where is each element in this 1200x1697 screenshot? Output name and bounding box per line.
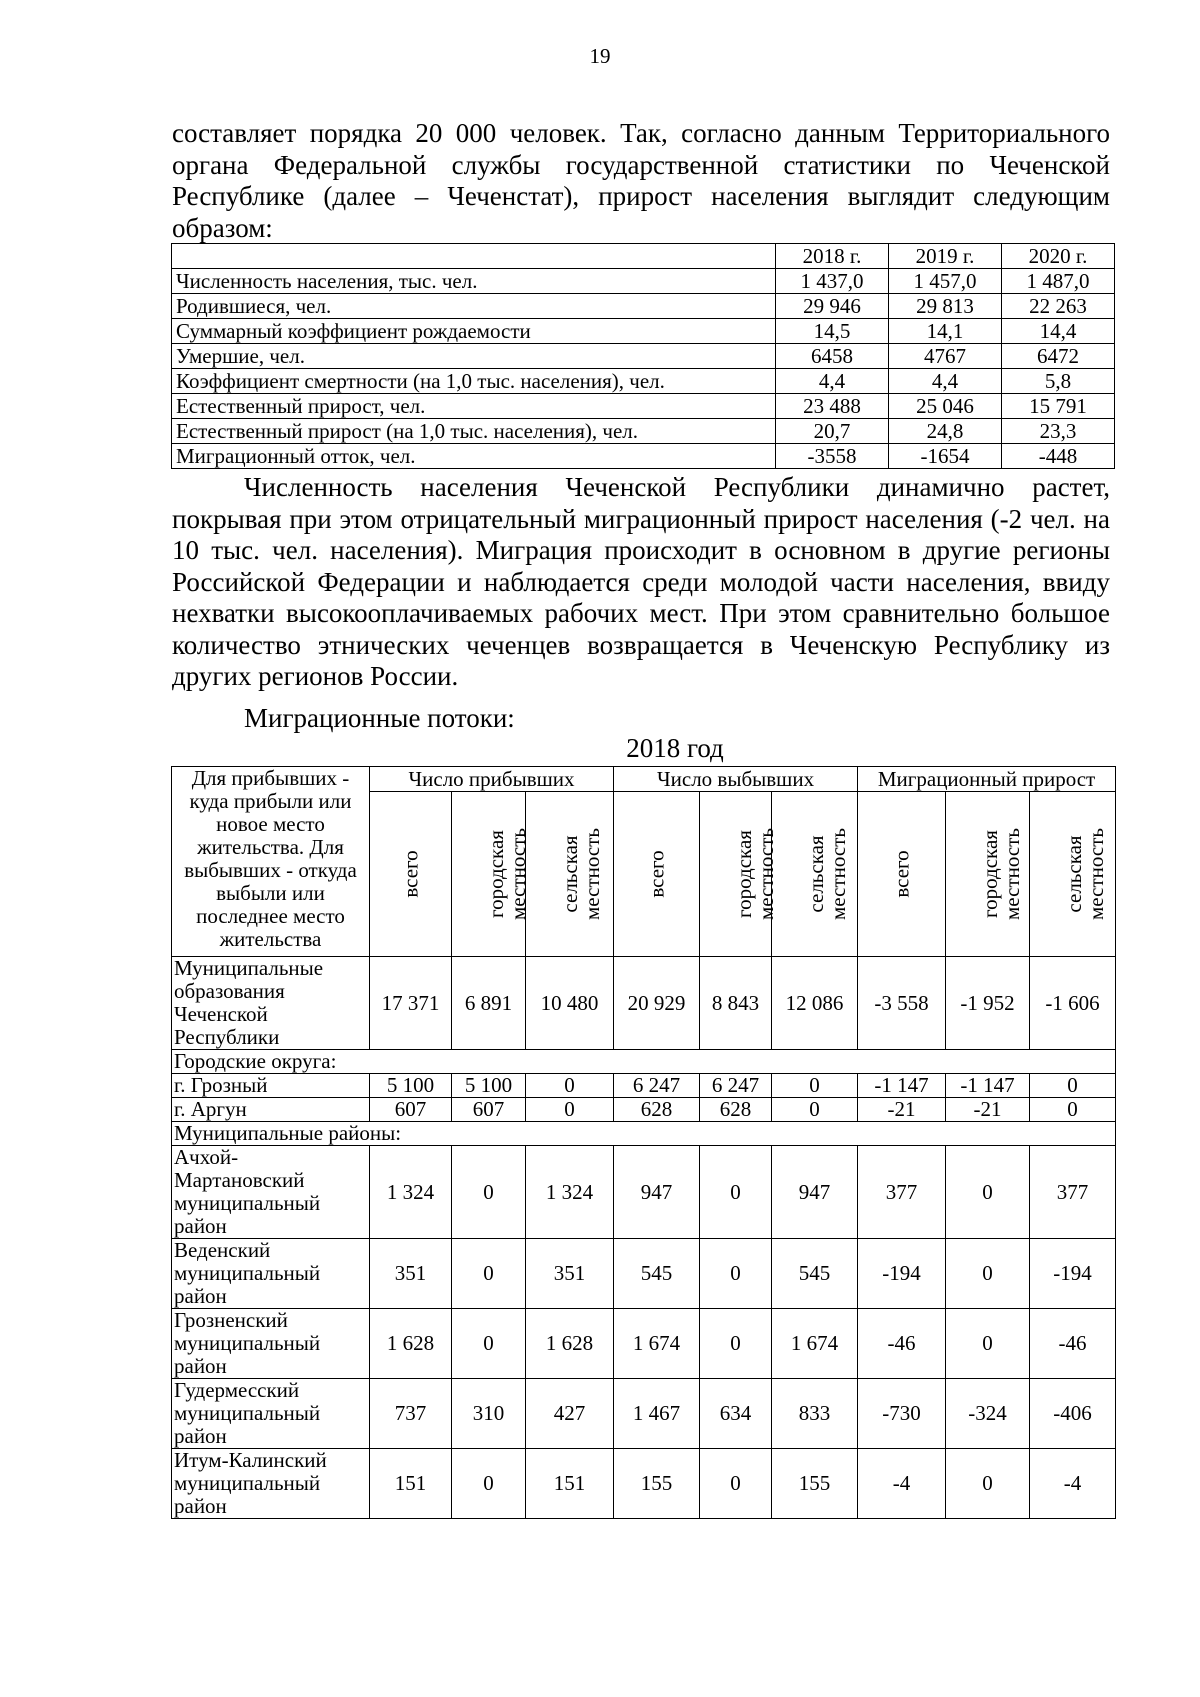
- population-table-cell: -448: [1002, 444, 1115, 469]
- population-table-row: [172, 394, 1115, 419]
- migration-table-section-label: Муниципальные районы:: [172, 1122, 1116, 1146]
- population-table-column-header: 2018 г.: [776, 244, 889, 269]
- migration-table-cell: 0: [772, 1074, 858, 1098]
- migration-table-cell: -1 147: [858, 1074, 946, 1098]
- population-table-cell: 6472: [1002, 344, 1115, 369]
- migration-table-cell: -3 558: [858, 957, 946, 1050]
- population-table-row: [172, 369, 1115, 394]
- population-table-row: [172, 319, 1115, 344]
- population-table-cell: 29 946: [776, 294, 889, 319]
- migration-table-cell: 0: [1030, 1074, 1116, 1098]
- migration-table-cell: 0: [700, 1239, 772, 1309]
- migration-table-row: [172, 1074, 1116, 1098]
- population-table-cell: 1 487,0: [1002, 269, 1115, 294]
- migration-table-row-label: Итум-Калинский муниципальный район: [172, 1449, 370, 1519]
- migration-table-cell: -194: [1030, 1239, 1116, 1309]
- migration-table-cell: -1 606: [1030, 957, 1116, 1050]
- migration-table-cell: 6 247: [614, 1074, 700, 1098]
- population-table-corner: [172, 244, 776, 269]
- population-table-row-label: Суммарный коэффициент рождаемости: [172, 319, 776, 344]
- population-table-column-header: 2020 г.: [1002, 244, 1115, 269]
- migration-table-cell: -21: [858, 1098, 946, 1122]
- population-table-cell: 4,4: [889, 369, 1002, 394]
- migration-table-section-row: [172, 1050, 1116, 1074]
- migration-table-cell: 1 467: [614, 1379, 700, 1449]
- migration-table-cell: 0: [772, 1098, 858, 1122]
- population-table-cell: 5,8: [1002, 369, 1115, 394]
- migration-table-subcolumn-label: всего: [398, 849, 423, 898]
- population-table-row-label: Миграционный отток, чел.: [172, 444, 776, 469]
- migration-table-group-header-row: [172, 767, 1116, 792]
- population-table-cell: 14,4: [1002, 319, 1115, 344]
- migration-table-cell: 8 843: [700, 957, 772, 1050]
- migration-table-cell: 0: [526, 1098, 614, 1122]
- migration-table-cell: 0: [452, 1146, 526, 1239]
- population-table-row-label: Родившиеся, чел.: [172, 294, 776, 319]
- migration-table-subcolumn-label: городская местность: [732, 827, 779, 920]
- migration-table-cell: 0: [526, 1074, 614, 1098]
- migration-table-cell: 545: [614, 1239, 700, 1309]
- migration-table-cell: 20 929: [614, 957, 700, 1050]
- migration-table-cell: 17 371: [370, 957, 452, 1050]
- migration-table-cell: 833: [772, 1379, 858, 1449]
- migration-table-subcolumn-label: городская местность: [978, 827, 1025, 920]
- population-table-cell: 14,5: [776, 319, 889, 344]
- migration-table-cell: 0: [452, 1239, 526, 1309]
- migration-table-cell: 5 100: [452, 1074, 526, 1098]
- migration-table-cell: 0: [946, 1309, 1030, 1379]
- population-table-cell: -3558: [776, 444, 889, 469]
- migration-table-cell: -1 952: [946, 957, 1030, 1050]
- migration-table-subcolumn-label: сельская местность: [558, 827, 604, 920]
- migration-table-cell: 351: [526, 1239, 614, 1309]
- migration-table-cell: -194: [858, 1239, 946, 1309]
- migration-table-cell: 607: [452, 1098, 526, 1122]
- migration-table-row-label: Грозненский муниципальный район: [172, 1309, 370, 1379]
- migration-table-subcolumn-label: сельская местность: [1062, 827, 1109, 920]
- migration-table-cell: 5 100: [370, 1074, 452, 1098]
- migration-table-caption: 2018 год: [626, 733, 724, 763]
- migration-table-group-header: Число прибывших: [370, 767, 614, 792]
- migration-table-cell: 0: [946, 1146, 1030, 1239]
- population-table-cell: -1654: [889, 444, 1002, 469]
- population-table-cell: 4767: [889, 344, 1002, 369]
- migration-table-cell: 0: [700, 1146, 772, 1239]
- migration-table-row: [172, 1239, 1116, 1309]
- migration-table-cell: 634: [700, 1379, 772, 1449]
- migration-table-group-header: Число выбывших: [614, 767, 858, 792]
- migration-table-subcolumn-header: [614, 792, 700, 957]
- migration-table-cell: 0: [1030, 1098, 1116, 1122]
- migration-table-cell: 628: [700, 1098, 772, 1122]
- population-table-cell: 14,1: [889, 319, 1002, 344]
- population-table-header-row: [172, 244, 1115, 269]
- paragraph-population-dynamics: Численность населения Чеченской Республики динамично растет, покрывая при этом отрицательный миграционный прирост населения (-2 чел. на 10 тыс. чел. населения). Миграция происходит в основном в другие регионы Российской Федерации и наблюдается среди молодой части населения, ввиду нехватки высокооплачиваемых рабочих мест. При этом сравнительно большое количество этнических чеченцев возвращается в Чеченскую Республику из других регионов России.: [172, 472, 1110, 691]
- migration-table-cell: 377: [1030, 1146, 1116, 1239]
- population-table-cell: 20,7: [776, 419, 889, 444]
- migration-table-row-label: г. Аргун: [172, 1098, 370, 1122]
- migration-table-row: [172, 1146, 1116, 1239]
- migration-table-cell: -46: [1030, 1309, 1116, 1379]
- migration-table-subcolumn-header: [858, 792, 946, 957]
- migration-table-cell: 427: [526, 1379, 614, 1449]
- population-table-cell: 23 488: [776, 394, 889, 419]
- population-table-row: [172, 444, 1115, 469]
- migration-table-cell: 151: [370, 1449, 452, 1519]
- migration-table-row-label: Веденский муниципальный район: [172, 1239, 370, 1309]
- migration-table-group-header: Миграционный прирост: [858, 767, 1116, 792]
- migration-table-cell: 947: [614, 1146, 700, 1239]
- population-table-row: [172, 269, 1115, 294]
- migration-table-cell: -4: [1030, 1449, 1116, 1519]
- population-table-row: [172, 419, 1115, 444]
- migration-table: [171, 766, 1116, 1519]
- population-table-cell: 24,8: [889, 419, 1002, 444]
- population-table-row-label: Численность населения, тыс. чел.: [172, 269, 776, 294]
- population-table-cell: 29 813: [889, 294, 1002, 319]
- migration-table-subcolumn-header: [700, 792, 779, 957]
- migration-table-cell: 607: [370, 1098, 452, 1122]
- migration-table-cell: 0: [452, 1449, 526, 1519]
- migration-table-row: [172, 957, 1116, 1050]
- migration-table-cell: -21: [946, 1098, 1030, 1122]
- migration-table-subcolumn-label: всего: [644, 849, 669, 898]
- migration-table-subcolumn-label: городская местность: [484, 827, 530, 920]
- migration-table-cell: 10 480: [526, 957, 614, 1050]
- population-table-row: [172, 344, 1115, 369]
- migration-table-cell: 0: [946, 1239, 1030, 1309]
- migration-table-cell: 12 086: [772, 957, 858, 1050]
- population-table-row-label: Естественный прирост, чел.: [172, 394, 776, 419]
- migration-table-row-label: г. Грозный: [172, 1074, 370, 1098]
- migration-table-section-row: [172, 1122, 1116, 1146]
- migration-table-row-label: Гудермесский муниципальный район: [172, 1379, 370, 1449]
- migration-table-cell: 1 674: [772, 1309, 858, 1379]
- migration-table-cell: 0: [700, 1449, 772, 1519]
- migration-table-cell: -406: [1030, 1379, 1116, 1449]
- migration-table-row-label: Ачхой-Мартановский муниципальный район: [172, 1146, 370, 1239]
- migration-table-cell: 1 324: [370, 1146, 452, 1239]
- migration-table-cell: -46: [858, 1309, 946, 1379]
- migration-table-cell: 155: [614, 1449, 700, 1519]
- migration-table-cell: 0: [700, 1309, 772, 1379]
- migration-table-row: [172, 1309, 1116, 1379]
- migration-table-cell: 0: [946, 1449, 1030, 1519]
- migration-table-cell: 545: [772, 1239, 858, 1309]
- migration-table-subcolumn-header: [452, 792, 530, 957]
- migration-table-cell: 155: [772, 1449, 858, 1519]
- population-table-cell: 22 263: [1002, 294, 1115, 319]
- migration-table-row: [172, 1098, 1116, 1122]
- migration-table-cell: 1 628: [526, 1309, 614, 1379]
- page-number: 19: [589, 44, 611, 68]
- migration-table-subcolumn-header: [526, 792, 614, 957]
- migration-table-cell: 6 891: [452, 957, 526, 1050]
- paragraph-migration-flows: Миграционные потоки:: [244, 703, 515, 733]
- migration-table-first-header: Для прибывших - куда прибыли или новое место жительства. Для выбывших - откуда выбыли или последнее место жительства: [172, 767, 370, 957]
- population-table-cell: 23,3: [1002, 419, 1115, 444]
- migration-table-row: [172, 1379, 1116, 1449]
- population-table-cell: 1 457,0: [889, 269, 1002, 294]
- migration-table-cell: 0: [452, 1309, 526, 1379]
- migration-table-subcolumn-header: [946, 792, 1030, 957]
- migration-table-cell: -1 147: [946, 1074, 1030, 1098]
- migration-table-cell: -324: [946, 1379, 1030, 1449]
- population-table-cell: 4,4: [776, 369, 889, 394]
- migration-table-cell: 151: [526, 1449, 614, 1519]
- migration-table-cell: 377: [858, 1146, 946, 1239]
- population-table-row-label: Естественный прирост (на 1,0 тыс. населения), чел.: [172, 419, 776, 444]
- migration-table-cell: 351: [370, 1239, 452, 1309]
- migration-table-cell: 6 247: [700, 1074, 772, 1098]
- migration-table-subcolumn-label: сельская местность: [804, 827, 851, 920]
- migration-table-subcolumn-header: [772, 792, 858, 957]
- migration-table-cell: 1 628: [370, 1309, 452, 1379]
- migration-table-cell: 1 674: [614, 1309, 700, 1379]
- population-table-row-label: Коэффициент смертности (на 1,0 тыс. населения), чел.: [172, 369, 776, 394]
- migration-table-cell: 947: [772, 1146, 858, 1239]
- population-table-row-label: Умершие, чел.: [172, 344, 776, 369]
- migration-table-row: [172, 1449, 1116, 1519]
- population-table-cell: 15 791: [1002, 394, 1115, 419]
- migration-table-cell: 310: [452, 1379, 526, 1449]
- migration-table-cell: -4: [858, 1449, 946, 1519]
- migration-table-row-label: Муниципальные образования Чеченской Республики: [172, 957, 370, 1050]
- migration-table-subcolumn-header: [370, 792, 452, 957]
- paragraph-intro: составляет порядка 20 000 человек. Так, согласно данным Территориального органа Федеральной службы государственной статистики по Чеченской Республике (далее – Чеченстат), прирост населения выглядит следующим образом:: [172, 118, 1110, 243]
- population-table-cell: 6458: [776, 344, 889, 369]
- migration-table-cell: 628: [614, 1098, 700, 1122]
- migration-table-subcolumn-header: [1030, 792, 1116, 957]
- migration-table-cell: -730: [858, 1379, 946, 1449]
- migration-table-subcolumn-label: всего: [889, 849, 914, 898]
- migration-table-cell: 737: [370, 1379, 452, 1449]
- population-table-row: [172, 294, 1115, 319]
- migration-table-section-label: Городские округа:: [172, 1050, 1116, 1074]
- population-table-cell: 25 046: [889, 394, 1002, 419]
- migration-table-cell: 1 324: [526, 1146, 614, 1239]
- population-table: [171, 243, 1115, 469]
- population-table-column-header: 2019 г.: [889, 244, 1002, 269]
- population-table-cell: 1 437,0: [776, 269, 889, 294]
